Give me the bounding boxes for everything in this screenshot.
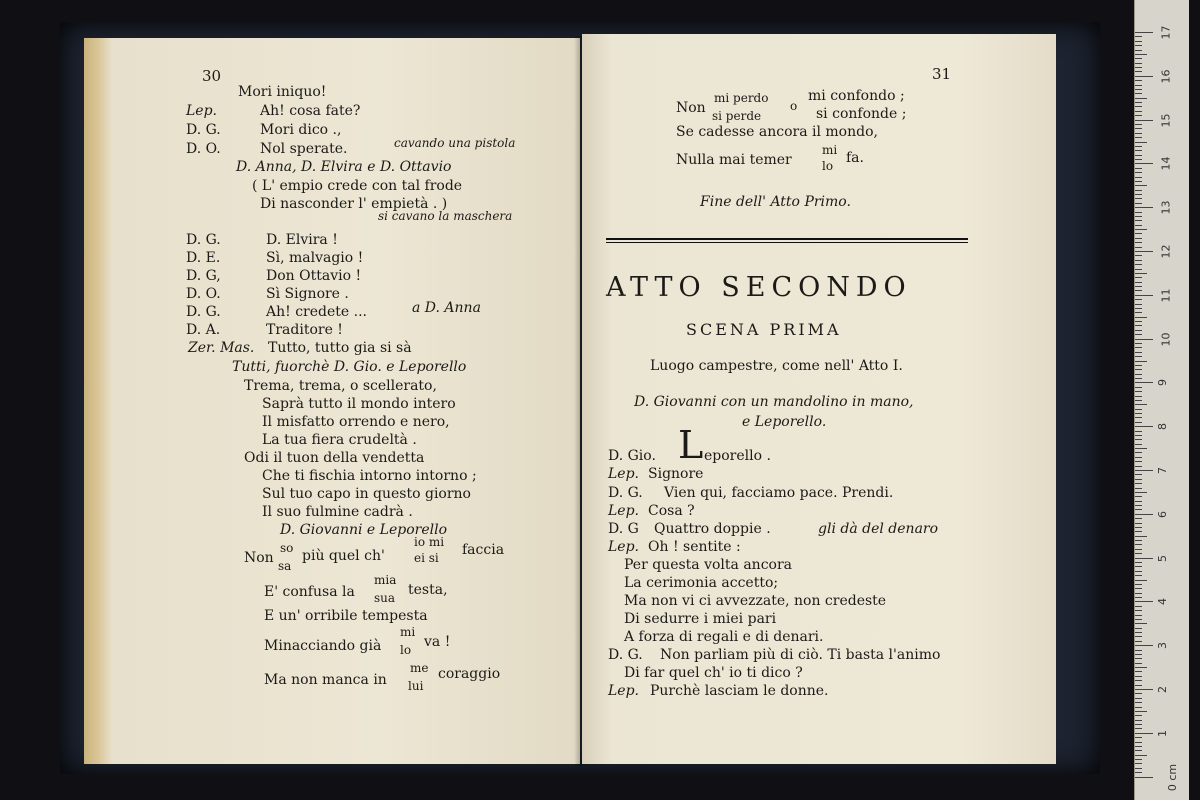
page-number: 31: [932, 65, 952, 83]
ruler-tick: [1135, 71, 1142, 72]
ruler-tick: [1135, 777, 1153, 778]
verse-line: Saprà tutto il mondo intero: [262, 396, 456, 412]
speaker: Lep.: [608, 466, 639, 482]
ruler-tick: [1135, 155, 1142, 156]
speaker: D. O.: [186, 286, 221, 302]
ruler-label: 16: [1159, 69, 1173, 84]
ruler-tick: [1135, 102, 1142, 103]
ruler-tick: [1135, 580, 1147, 581]
ruler-tick: [1135, 422, 1142, 423]
speaker-group: D. Anna, D. Elvira e D. Ottavio: [236, 159, 452, 175]
stage-direction: si cavano la maschera: [378, 209, 513, 223]
ruler-label: 7: [1156, 467, 1169, 474]
ruler-tick: [1135, 720, 1142, 721]
ruler-tick: [1135, 488, 1142, 489]
ruler-tick: [1135, 452, 1142, 453]
ruler-tick: [1135, 172, 1142, 173]
ruler-tick: [1135, 615, 1142, 616]
ruler-tick: [1135, 260, 1142, 261]
stage-direction: e Leporello.: [742, 414, 827, 430]
speaker: D. A.: [186, 322, 221, 338]
ruler-tick: [1135, 575, 1142, 576]
ruler-tick: [1135, 111, 1142, 112]
dialogue-text: Cosa ?: [648, 503, 695, 519]
ruler-tick: [1135, 356, 1142, 357]
verse-fragment: Non: [676, 100, 706, 116]
ruler-tick: [1135, 89, 1142, 90]
ruler-tick: [1135, 483, 1142, 484]
verse-line: Ah! cosa fate?: [260, 103, 361, 119]
ruler-tick: [1135, 93, 1142, 94]
ruler-tick: [1135, 194, 1142, 195]
ruler-tick: [1135, 190, 1142, 191]
verse-variant: sua: [374, 591, 396, 605]
stage-direction: cavando una pistola: [394, 136, 516, 150]
dialogue-text: Signore: [648, 466, 704, 482]
ruler-tick: [1135, 207, 1153, 208]
ruler-tick: [1135, 220, 1142, 221]
ruler-tick: [1135, 658, 1142, 659]
ruler-tick: [1135, 203, 1142, 204]
ruler-tick: [1135, 636, 1142, 637]
ruler-tick: [1135, 724, 1142, 725]
ruler-tick: [1135, 606, 1142, 607]
ruler-tick: [1135, 772, 1142, 773]
ruler-tick: [1135, 80, 1142, 81]
ruler-tick: [1135, 768, 1142, 769]
speaker: D. G.: [186, 304, 221, 320]
ruler-tick: [1135, 619, 1142, 620]
verse-line: Sì Signore .: [266, 286, 349, 302]
ruler-tick: [1135, 290, 1142, 291]
ruler-tick: [1135, 628, 1142, 629]
verse-line: Mori iniquo!: [238, 84, 327, 100]
ruler-tick: [1135, 715, 1142, 716]
ruler-tick: [1135, 133, 1142, 134]
ruler-label: 13: [1159, 200, 1173, 215]
speaker: Lep.: [608, 683, 639, 699]
drop-cap: L: [678, 423, 704, 467]
dialogue-text: Non parliam più di ciò. Ti basta l'animo: [660, 647, 941, 663]
ruler-tick: [1135, 689, 1153, 690]
ruler-tick: [1135, 650, 1142, 651]
speaker: D. E.: [186, 250, 221, 266]
ruler-tick: [1135, 212, 1142, 213]
ruler-tick: [1135, 470, 1153, 471]
ruler-tick: [1135, 361, 1147, 362]
ruler-tick: [1135, 558, 1153, 559]
ruler-tick: [1135, 299, 1142, 300]
ruler-tick: [1135, 676, 1142, 677]
verse-line: Il suo fulmine cadrà .: [262, 504, 413, 520]
speaker: D. G.: [186, 122, 221, 138]
ruler-tick: [1135, 98, 1147, 99]
ruler-tick: [1135, 466, 1142, 467]
ruler-tick: [1135, 562, 1142, 563]
verse-fragment: Nulla mai temer: [676, 152, 792, 168]
ruler-tick: [1135, 374, 1142, 375]
verse-fragment: o: [790, 99, 798, 113]
verse-line: Nol sperate.: [260, 141, 348, 157]
ruler-tick: [1135, 737, 1142, 738]
ruler-tick: [1135, 685, 1142, 686]
ruler-label: 5: [1156, 554, 1169, 562]
verse-fragment: testa,: [408, 582, 448, 598]
ruler-tick: [1135, 693, 1142, 694]
act-ending: Fine dell' Atto Primo.: [700, 194, 851, 210]
ruler-label: 12: [1159, 244, 1173, 259]
verse-variant: so: [280, 541, 294, 555]
verse-fragment: Ma non manca in: [264, 672, 387, 688]
ruler-label: 14: [1159, 156, 1173, 171]
verse-variant: lui: [408, 679, 424, 693]
ruler-tick: [1135, 610, 1142, 611]
ruler-tick: [1135, 396, 1142, 397]
verse-variant: me: [410, 661, 429, 675]
stage-direction: D. Giovanni con un mandolino in mano,: [634, 394, 914, 410]
ruler-tick: [1135, 479, 1142, 480]
verse-line: Don Ottavio !: [266, 268, 362, 284]
dialogue-text: eporello .: [704, 448, 771, 464]
verse-fragment: più quel ch': [302, 548, 385, 564]
section-rule: [606, 238, 968, 243]
ruler-tick: [1135, 645, 1153, 646]
ruler-tick: [1135, 728, 1142, 729]
ruler-tick: [1135, 146, 1142, 147]
ruler-tick: [1135, 343, 1142, 344]
speaker: D. G.: [608, 647, 643, 663]
ruler-tick: [1135, 277, 1142, 278]
ruler-tick: [1135, 439, 1142, 440]
verse-variant: mia: [374, 573, 397, 587]
ruler-tick: [1135, 597, 1142, 598]
ruler-tick: [1135, 601, 1153, 602]
verse-fragment: faccia: [462, 542, 505, 558]
verse-variant: mi: [400, 625, 416, 639]
ruler-tick: [1135, 378, 1142, 379]
act-title: ATTO SECONDO: [606, 272, 912, 303]
ruler-label: 3: [1156, 642, 1169, 650]
verse-line: ( L' empio crede con tal frode: [252, 178, 463, 194]
ruler-tick: [1135, 733, 1153, 734]
dialogue-text: Vien qui, facciamo pace. Prendi.: [664, 485, 894, 501]
ruler-tick: [1135, 746, 1142, 747]
ruler-tick: [1135, 58, 1142, 59]
verse-line: Che ti fischia intorno intorno ;: [262, 468, 477, 484]
ruler-tick: [1135, 365, 1142, 366]
verse-line: A forza di regali e di denari.: [624, 629, 824, 645]
ruler-tick: [1135, 369, 1142, 370]
ruler-tick: [1135, 286, 1142, 287]
verse-fragment: Non: [244, 550, 274, 566]
ruler-tick: [1135, 540, 1142, 541]
ruler-tick: [1135, 128, 1142, 129]
ruler-tick: [1135, 85, 1142, 86]
ruler-label: 15: [1159, 113, 1173, 128]
ruler-label: 17: [1159, 25, 1173, 40]
ruler-tick: [1135, 168, 1142, 169]
speaker: Lep.: [608, 503, 639, 519]
ruler-tick: [1135, 181, 1142, 182]
ruler-tick: [1135, 63, 1142, 64]
ruler-tick: [1135, 698, 1142, 699]
ruler-tick: [1135, 505, 1142, 506]
ruler-tick: [1135, 321, 1142, 322]
ruler-tick: [1135, 330, 1142, 331]
verse-fragment: E' confusa la: [264, 584, 355, 600]
verse-line: Di far quel ch' io ti dico ?: [624, 665, 803, 681]
ruler-tick: [1135, 496, 1142, 497]
ruler-tick: [1135, 334, 1142, 335]
ruler-tick: [1135, 150, 1142, 151]
ruler-tick: [1135, 544, 1142, 545]
verse-line: Per questa volta ancora: [624, 557, 792, 573]
verse-line: E un' orribile tempesta: [264, 608, 428, 624]
verse-line: Trema, trema, o scellerato,: [244, 378, 437, 394]
page-number: 30: [202, 67, 222, 85]
ruler-tick: [1135, 527, 1142, 528]
verse-variant: lo: [822, 159, 834, 173]
ruler-tick: [1135, 501, 1142, 502]
verse-variant: mi: [822, 143, 838, 157]
stage-direction: a D. Anna: [412, 300, 481, 316]
speaker: Lep.: [608, 539, 639, 555]
verse-line: Traditore !: [266, 322, 343, 338]
ruler-tick: [1135, 387, 1142, 388]
stage-direction: gli dà del denaro: [818, 521, 939, 537]
verse-variant: ei si: [414, 551, 439, 565]
ruler-tick: [1135, 251, 1153, 252]
ruler-label: 1: [1156, 729, 1169, 737]
verse-line: Odi il tuon della vendetta: [244, 450, 425, 466]
verse-line: Mori dico .,: [260, 122, 342, 138]
ruler-tick: [1135, 238, 1142, 239]
ruler-tick: [1135, 325, 1142, 326]
ruler-tick: [1135, 339, 1153, 340]
ruler-tick: [1135, 124, 1142, 125]
dialogue-text: Purchè lasciam le donne.: [650, 683, 829, 699]
ruler-tick: [1135, 225, 1142, 226]
ruler-tick: [1135, 474, 1142, 475]
ruler-tick: [1135, 461, 1142, 462]
verse-fragment: fa.: [846, 150, 864, 166]
ruler-tick: [1135, 514, 1153, 515]
verse-line: Il misfatto orrendo e nero,: [262, 414, 450, 430]
verse-line: Se cadesse ancora il mondo,: [676, 124, 878, 140]
ruler-tick: [1135, 641, 1142, 642]
ruler-tick: [1135, 671, 1142, 672]
ruler-tick: [1135, 120, 1153, 121]
verse-line: Di sedurre i miei pari: [624, 611, 777, 627]
ruler-tick: [1135, 233, 1142, 234]
ruler-tick: [1135, 67, 1142, 68]
ruler-tick: [1135, 247, 1142, 248]
ruler-tick: [1135, 763, 1142, 764]
scene-setting: Luogo campestre, come nell' Atto I.: [650, 358, 903, 374]
verse-line: Tutto, tutto gia si sà: [268, 340, 412, 356]
ruler-label: 4: [1156, 598, 1169, 606]
ruler-tick: [1135, 413, 1142, 414]
ruler-tick: [1135, 755, 1147, 756]
ruler-tick: [1135, 347, 1142, 348]
ruler-tick: [1135, 623, 1147, 624]
ruler-tick: [1135, 185, 1147, 186]
speaker: D. Gio.: [608, 448, 656, 464]
ruler-tick: [1135, 317, 1147, 318]
ruler-tick: [1135, 457, 1142, 458]
dialogue-text: Oh ! sentite :: [648, 539, 741, 555]
ruler-tick: [1135, 352, 1142, 353]
ruler-label: 0 cm: [1166, 763, 1180, 791]
ruler-tick: [1135, 115, 1142, 116]
ruler-tick: [1135, 106, 1142, 107]
verse-variant: lo: [400, 643, 412, 657]
speaker: D. G,: [186, 268, 221, 284]
ruler-tick: [1135, 282, 1142, 283]
measurement-ruler: [1134, 0, 1189, 800]
dialogue-text: Quattro doppie .: [654, 521, 771, 537]
ruler-tick: [1135, 531, 1142, 532]
verse-variant: si perde: [712, 109, 762, 123]
ruler-tick: [1135, 431, 1142, 432]
ruler-tick: [1135, 584, 1142, 585]
ruler-tick: [1135, 702, 1142, 703]
ruler-tick: [1135, 32, 1153, 33]
ruler-tick: [1135, 177, 1142, 178]
verse-variant: io mi: [414, 535, 445, 549]
verse-line: Ah! credete ...: [266, 304, 367, 320]
speaker-group: D. Giovanni e Leporello: [280, 522, 448, 538]
ruler-tick: [1135, 216, 1142, 217]
ruler-tick: [1135, 242, 1142, 243]
ruler-tick: [1135, 588, 1142, 589]
ruler-tick: [1135, 142, 1147, 143]
verse-variant: mi confondo ;: [808, 88, 905, 104]
verse-line: Ma non vi ci avvezzate, non credeste: [624, 593, 887, 609]
ruler-tick: [1135, 382, 1153, 383]
ruler-tick: [1135, 264, 1142, 265]
ruler-label: 8: [1156, 423, 1169, 431]
verse-fragment: coraggio: [438, 666, 501, 682]
ruler-tick: [1135, 667, 1147, 668]
ruler-tick: [1135, 632, 1142, 633]
verse-line: La cerimonia accetto;: [624, 575, 779, 591]
ruler-tick: [1135, 654, 1142, 655]
ruler-tick: [1135, 198, 1142, 199]
ruler-tick: [1135, 426, 1153, 427]
ruler-tick: [1135, 448, 1147, 449]
verse-fragment: Minacciando già: [264, 638, 382, 654]
right-page: [582, 34, 1056, 764]
ruler-tick: [1135, 273, 1147, 274]
ruler-label: 11: [1159, 288, 1173, 303]
verse-line: Sì, malvagio !: [266, 250, 364, 266]
ruler-tick: [1135, 663, 1142, 664]
ruler-tick: [1135, 404, 1147, 405]
ruler-tick: [1135, 711, 1147, 712]
ruler-tick: [1135, 137, 1142, 138]
ruler-tick: [1135, 680, 1142, 681]
verse-line: La tua fiera crudeltà .: [262, 432, 417, 448]
verse-variant: sa: [278, 559, 292, 573]
verse-variant: si confonde ;: [816, 106, 907, 122]
ruler-tick: [1135, 750, 1142, 751]
ruler-label: 9: [1156, 379, 1169, 387]
ruler-tick: [1135, 312, 1142, 313]
ruler-tick: [1135, 536, 1147, 537]
speaker: D. O.: [186, 141, 221, 157]
verse-variant: mi perdo: [714, 91, 769, 105]
ruler-tick: [1135, 45, 1142, 46]
speaker: Zer. Mas.: [188, 340, 255, 356]
ruler-tick: [1135, 269, 1142, 270]
ruler-tick: [1135, 549, 1142, 550]
verse-line: Di nasconder l' empietà . ): [260, 196, 448, 212]
ruler-tick: [1135, 41, 1142, 42]
scene-title: SCENA PRIMA: [686, 320, 842, 339]
ruler-label: 10: [1159, 332, 1173, 347]
ruler-tick: [1135, 409, 1142, 410]
ruler-tick: [1135, 435, 1142, 436]
ruler-tick: [1135, 518, 1142, 519]
speaker: D. G: [608, 521, 639, 537]
ruler-label: 6: [1156, 510, 1169, 518]
ruler-tick: [1135, 759, 1142, 760]
ruler-tick: [1135, 76, 1153, 77]
ruler-tick: [1135, 400, 1142, 401]
ruler-tick: [1135, 255, 1142, 256]
ruler-tick: [1135, 444, 1142, 445]
ruler-tick: [1135, 36, 1142, 37]
speaker: Lep.: [186, 103, 217, 119]
ruler-tick: [1135, 54, 1147, 55]
ruler-tick: [1135, 707, 1142, 708]
ruler-tick: [1135, 229, 1147, 230]
speaker: D. G.: [608, 485, 643, 501]
ruler-tick: [1135, 417, 1142, 418]
ruler-tick: [1135, 492, 1147, 493]
ruler-tick: [1135, 742, 1142, 743]
ruler-tick: [1135, 566, 1142, 567]
ruler-tick: [1135, 509, 1142, 510]
ruler-tick: [1135, 553, 1142, 554]
ruler-tick: [1135, 159, 1142, 160]
verse-line: Sul tuo capo in questo giorno: [262, 486, 471, 502]
ruler-tick: [1135, 163, 1153, 164]
ruler-tick: [1135, 295, 1153, 296]
ruler-label: 2: [1156, 686, 1169, 693]
ruler-tick: [1135, 571, 1142, 572]
verse-line: D. Elvira !: [266, 232, 338, 248]
speaker-group: Tutti, fuorchè D. Gio. e Leporello: [232, 359, 467, 375]
ruler-tick: [1135, 523, 1142, 524]
ruler-tick: [1135, 593, 1142, 594]
speaker: D. G.: [186, 232, 221, 248]
ruler-tick: [1135, 391, 1142, 392]
ruler-tick: [1135, 50, 1142, 51]
ruler-tick: [1135, 304, 1142, 305]
left-page: [84, 38, 580, 764]
verse-fragment: va !: [424, 634, 451, 650]
ruler-tick: [1135, 308, 1142, 309]
